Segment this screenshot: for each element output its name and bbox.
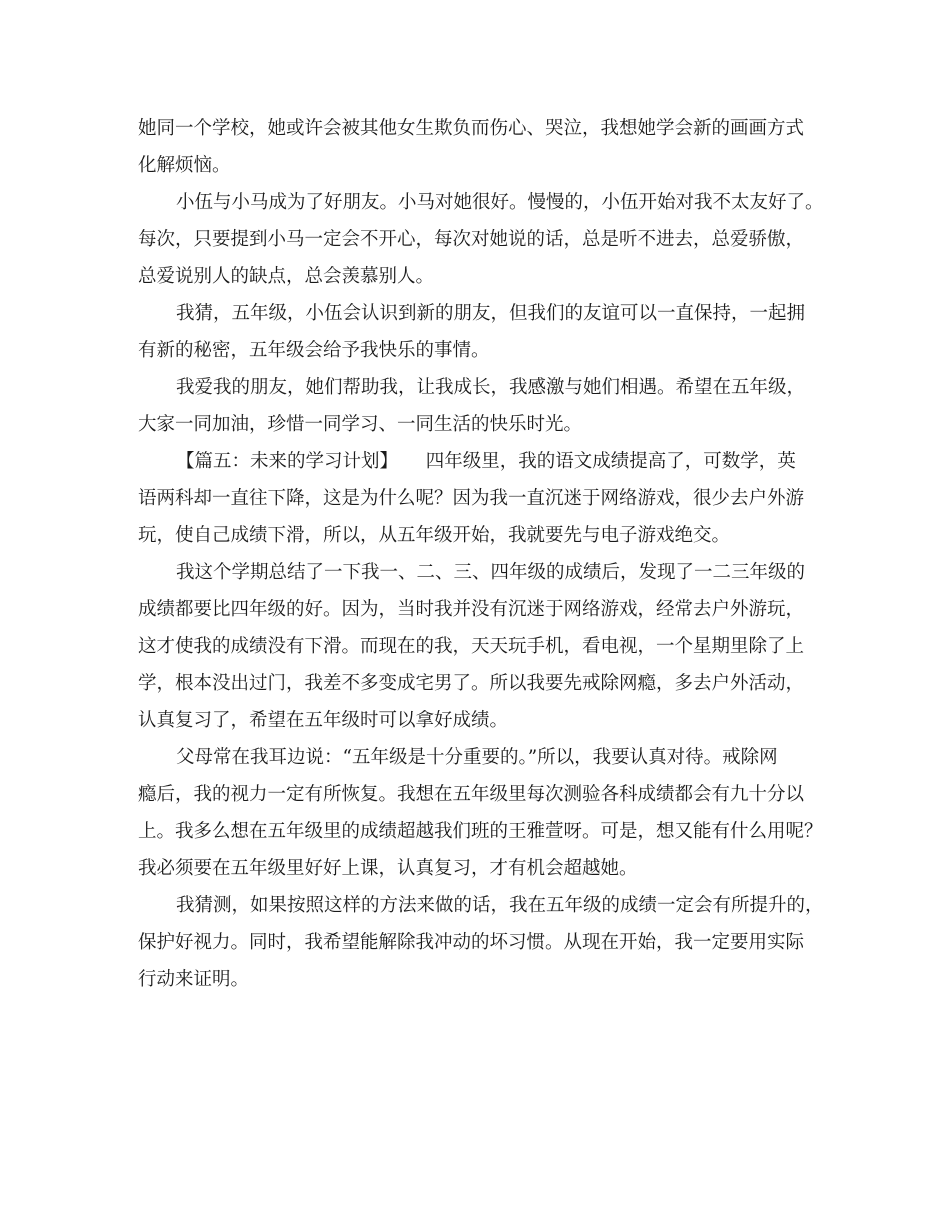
text-line: 这才使我的成绩没有下滑。而现在的我，天天玩手机，看电视，一个星期里除了上: [138, 636, 805, 657]
paragraph-start-line: 我猜，五年级，小伍会认识到新的朋友，但我们的友谊可以一直保持，一起拥: [176, 303, 806, 324]
text-line: 我必须要在五年级里好好上课，认真复习，才有机会超越她。: [138, 858, 638, 879]
text-line: 化解烦恼。: [138, 155, 231, 176]
text-line: 有新的秘密，五年级会给予我快乐的事情。: [138, 340, 490, 361]
section-heading-line: 【篇五：未来的学习计划】 四年级里，我的语文成绩提高了，可数学，英: [176, 451, 796, 472]
paragraph-start-line: 我爱我的朋友，她们帮助我，让我成长，我感激与她们相遇。希望在五年级，: [176, 377, 806, 398]
text-line: 成绩都要比四年级的好。因为，当时我并没有沉迷于网络游戏，经常去户外游玩，: [138, 599, 805, 620]
text-line: 语两科却一直往下降，这是为什么呢？因为我一直沉迷于网络游戏，很少去户外游: [138, 488, 805, 509]
paragraph-start-line: 我猜测，如果按照这样的方法来做的话，我在五年级的成绩一定会有所提升的，: [176, 895, 824, 916]
text-line: 保护好视力。同时，我希望能解除我冲动的坏习惯。从现在开始，我一定要用实际: [138, 932, 805, 953]
text-line: 瘾后，我的视力一定有所恢复。我想在五年级里每次测验各科成绩都会有九十分以: [138, 784, 805, 805]
text-line: 行动来证明。: [138, 969, 250, 990]
paragraph-start-line: 我这个学期总结了一下我一、二、三、四年级的成绩后，发现了一二三年级的: [176, 562, 806, 583]
text-line: 上。我多么想在五年级里的成绩超越我们班的王雅萱呀。可是，想又能有什么用呢？: [138, 821, 823, 842]
text-line: 认真复习了，希望在五年级时可以拿好成绩。: [138, 710, 509, 731]
text-line: 玩，使自己成绩下滑，所以，从五年级开始，我就要先与电子游戏绝交。: [138, 525, 731, 546]
text-line: 总爱说别人的缺点，总会羡慕别人。: [138, 266, 435, 287]
paragraph-start-line: 小伍与小马成为了好朋友。小马对她很好。慢慢的，小伍开始对我不太友好了。: [176, 192, 824, 213]
text-line: 她同一个学校，她或许会被其他女生欺负而伤心、哭泣，我想她学会新的画画方式: [138, 118, 805, 139]
paragraph-start-line: 父母常在我耳边说：“五年级是十分重要的。”所以，我要认真对待。戒除网: [176, 747, 778, 768]
text-line: 大家一同加油，珍惜一同学习、一同生活的快乐时光。: [138, 414, 583, 435]
text-line: 每次，只要提到小马一定会不开心，每次对她说的话，总是听不进去，总爱骄傲，: [138, 229, 805, 250]
text-line: 学，根本没出过门，我差不多变成宅男了。所以我要先戒除网瘾，多去户外活动，: [138, 673, 805, 694]
